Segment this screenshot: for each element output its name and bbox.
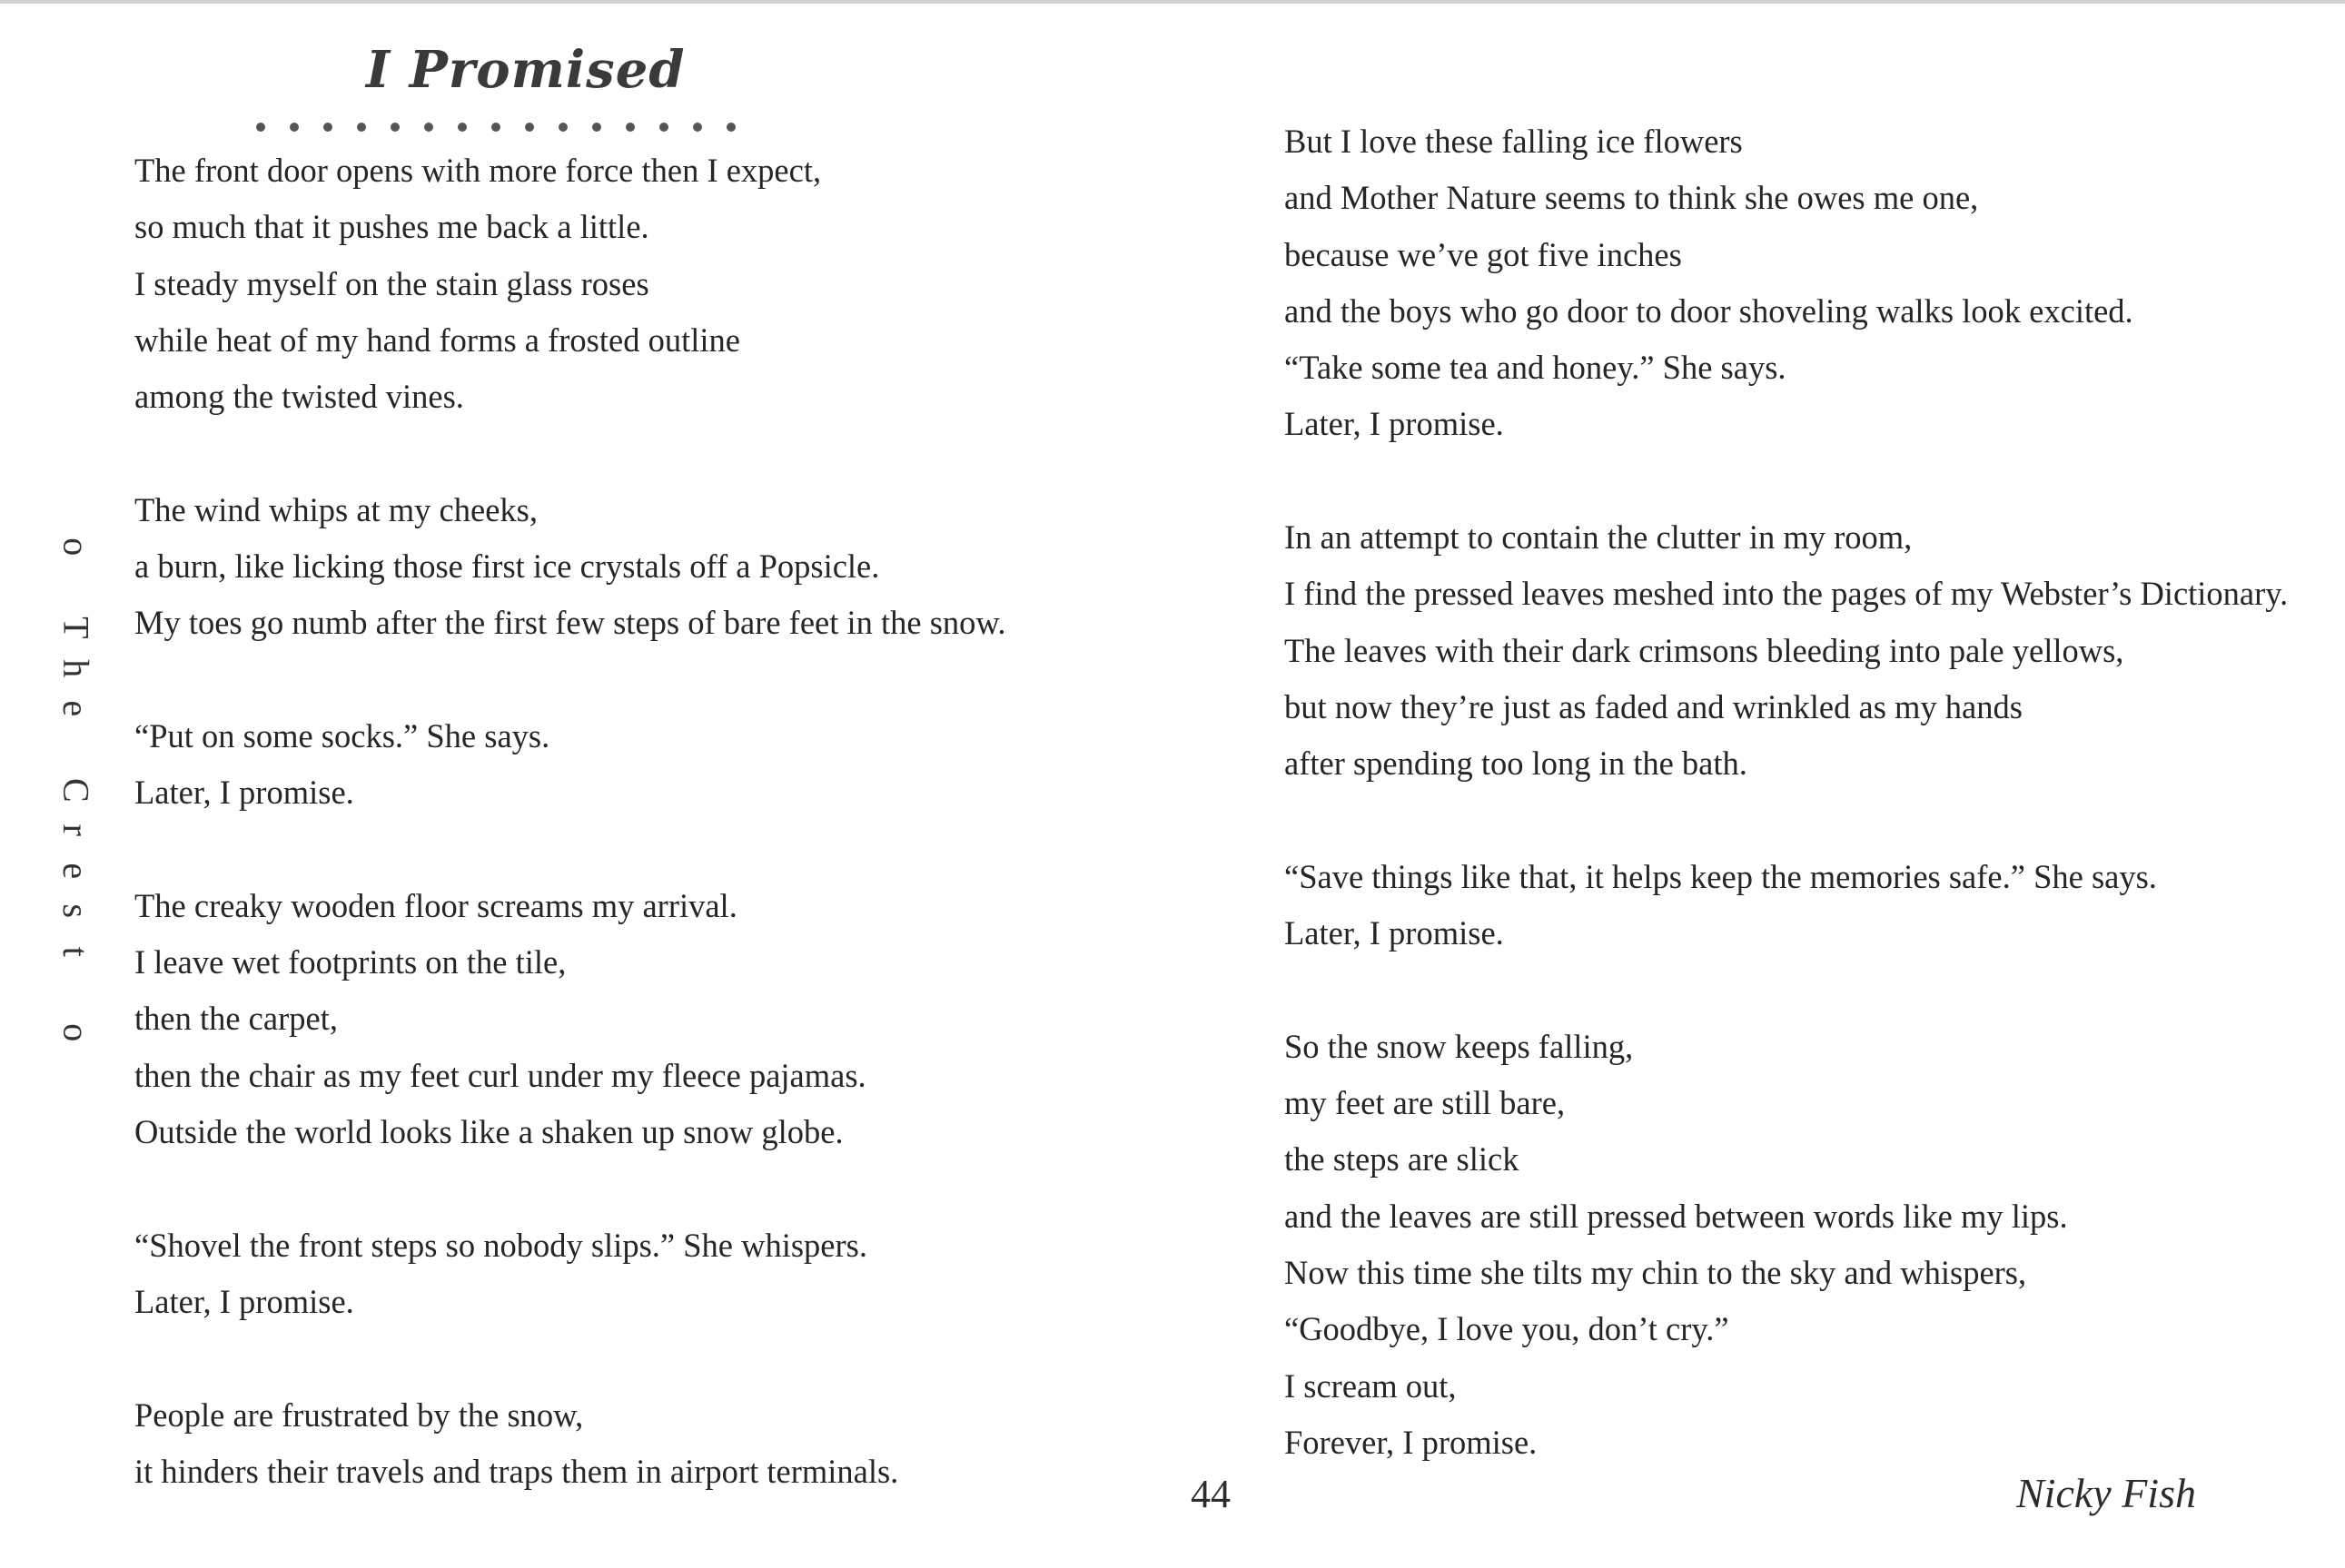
ornament-dot	[323, 123, 332, 132]
poem-line: I steady myself on the stain glass roses	[134, 264, 649, 302]
spine-letter	[55, 988, 96, 997]
poem-line: Later, I promise.	[134, 774, 354, 812]
ornament-dot	[290, 123, 299, 132]
poem-line: Outside the world looks like a shaken up snow globe.	[134, 1113, 844, 1151]
ornament-dot	[256, 123, 265, 132]
poem-line: my feet are still bare,	[1284, 1084, 1566, 1122]
poem-line: “Take some tea and honey.” She says.	[1284, 349, 1786, 387]
poem-line: People are frustrated by the snow,	[134, 1395, 584, 1434]
poem-line: “Goodbye, I love you, don’t cry.”	[1284, 1310, 1729, 1348]
poem-line: and Mother Nature seems to think she owes me one,	[1284, 179, 1979, 217]
poem-line: Later, I promise.	[1284, 405, 1504, 443]
poem-line: The wind whips at my cheeks,	[134, 490, 538, 528]
ornament-dot	[458, 123, 467, 132]
page-top-edge	[0, 0, 2345, 4]
page-number: 44	[1191, 1472, 1231, 1516]
poem-line: it hinders their travels and traps them in airport terminals.	[134, 1452, 899, 1490]
ornament-dot	[626, 123, 635, 132]
poem-line: but now they’re just as faded and wrinkled as my hands	[1284, 687, 2023, 725]
poem-line: Later, I promise.	[134, 1282, 354, 1320]
spine-letter: e	[55, 863, 97, 879]
poem-line: and the leaves are still pressed between words like my lips.	[1284, 1197, 2068, 1235]
ornament-dot	[491, 123, 500, 132]
spine-letter: T	[55, 616, 97, 639]
poem-line: then the carpet,	[134, 1000, 338, 1038]
poem-line: Now this time she tilts my chin to the sky and whispers,	[1284, 1253, 2027, 1291]
ornament-dot	[424, 123, 433, 132]
poem-line: a burn, like licking those first ice crystals off a Popsicle.	[134, 547, 880, 586]
poem-line: I leave wet footprints on the tile,	[134, 943, 567, 981]
stanza-break	[1284, 793, 2288, 849]
stanza-break	[134, 822, 1006, 878]
ornament-dot	[559, 123, 568, 132]
stanza-break	[134, 652, 1006, 708]
poem-line: My toes go numb after the first few steps of bare feet in the snow.	[134, 604, 1006, 642]
poem-line: The front door opens with more force then I expect,	[134, 152, 822, 189]
poem-line: then the chair as my feet curl under my fleece pajamas.	[134, 1056, 866, 1094]
spine-letter: C	[55, 777, 97, 803]
poem-line: I find the pressed leaves meshed into the pages of my Webster’s Dictionary.	[1284, 575, 2289, 613]
stanza-break	[134, 1160, 1006, 1217]
ornament-dot	[659, 123, 668, 132]
ornament-dot	[592, 123, 601, 132]
poem-line: Forever, I promise.	[1284, 1423, 1538, 1461]
stanza-break	[1284, 453, 2288, 509]
poem-line: So the snow keeps falling,	[1284, 1027, 1634, 1065]
ornament-dot	[693, 123, 702, 132]
ornament-dot	[357, 123, 366, 132]
spine-letter: e	[55, 700, 97, 717]
spine-letter: r	[55, 823, 97, 837]
poem-line: while heat of my hand forms a frosted outline	[134, 321, 740, 359]
poem-line: In an attempt to contain the clutter in my room,	[1284, 518, 1913, 557]
stanza-break	[134, 425, 1006, 481]
poem-left-column	[134, 143, 1006, 1500]
ornament-dot	[391, 123, 400, 132]
spine-letter: o	[55, 537, 97, 557]
poem-line: so much that it pushes me back a little.	[134, 208, 649, 246]
poem-title: I Promised	[366, 40, 686, 100]
ornament-dot	[727, 123, 736, 132]
poem-line: among the twisted vines.	[134, 378, 464, 416]
spine-letter	[55, 745, 96, 754]
spine-letter: s	[55, 903, 97, 919]
poem-line: But I love these falling ice flowers	[1284, 123, 1743, 160]
spine-letter: o	[55, 1023, 97, 1042]
poem-line: and the boys who go door to door shoveling walks look excited.	[1284, 291, 2133, 330]
spine-letter	[55, 583, 96, 592]
spine-letter: h	[55, 659, 97, 678]
poem-right-column	[1284, 113, 2288, 1471]
poem-line: after spending too long in the bath.	[1284, 745, 1747, 783]
poem-line: the steps are slick	[1284, 1140, 1519, 1178]
poem-line: “Save things like that, it helps keep the memories safe.” She says.	[1284, 857, 2157, 895]
stanza-break	[134, 1330, 1006, 1386]
author-name: Nicky Fish	[2016, 1470, 2196, 1516]
title-dot-ornament	[256, 118, 736, 136]
poem-line: “Put on some socks.” She says.	[134, 716, 550, 754]
poem-line: “Shovel the front steps so nobody slips.” She whispers.	[134, 1226, 867, 1264]
poem-line: The creaky wooden floor screams my arrival.	[134, 886, 737, 924]
stanza-break	[1284, 962, 2288, 1018]
spine-letter: t	[55, 946, 97, 957]
spine-text	[53, 527, 98, 1053]
poem-line: I scream out,	[1284, 1366, 1457, 1405]
poem-line: Later, I promise.	[1284, 914, 1504, 952]
poem-line: The leaves with their dark crimsons bleeding into pale yellows,	[1284, 631, 2124, 669]
poem-line: because we’ve got five inches	[1284, 235, 1682, 273]
ornament-dot	[525, 123, 534, 132]
